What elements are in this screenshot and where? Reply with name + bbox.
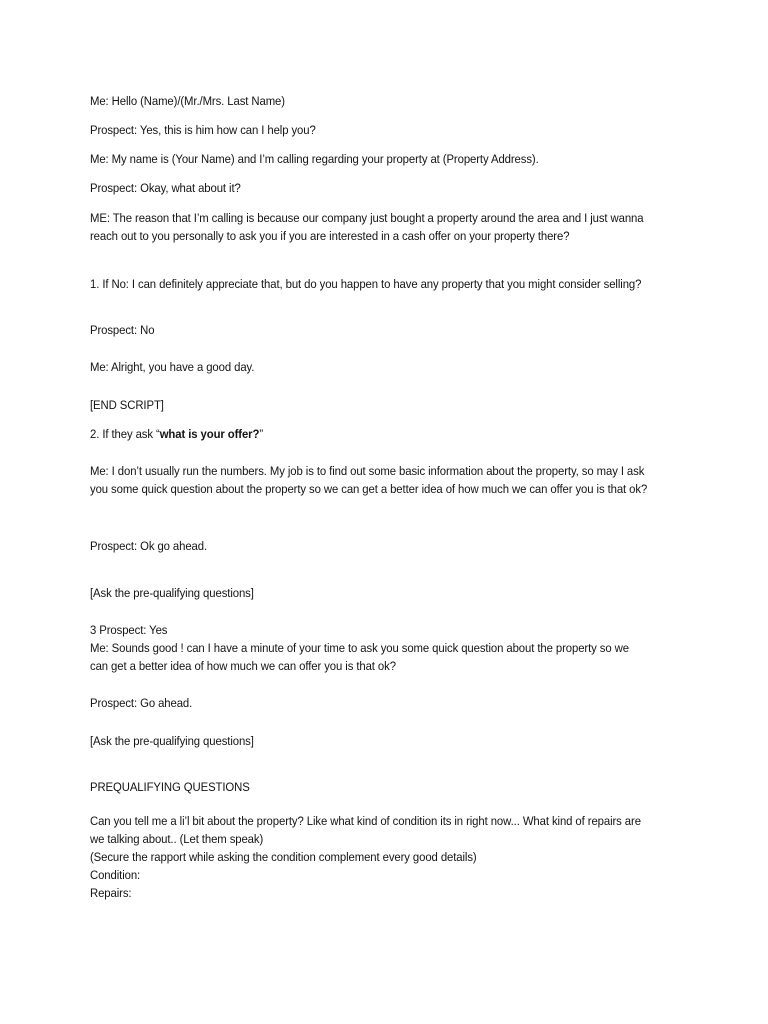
line-if-offer <box>90 425 648 443</box>
section-heading: PREQUALIFYING QUESTIONS <box>90 780 250 794</box>
line-goodbye: Me: Alright, you have a good day. <box>90 360 255 374</box>
line-ask-prequalifying-2: [Ask the pre-qualifying questions] <box>90 734 254 748</box>
line-sounds-good: Me: Sounds good ! can I have a minute of your time to ask you some quick question about the property so we can get a better idea of how much we can offer you is that ok? <box>90 641 629 673</box>
line-prospect-ok: Prospect: Ok go ahead. <box>90 539 208 553</box>
line-if-offer-prefix: 2. If they ask “ <box>90 427 160 441</box>
line-introduction: Me: My name is (Your Name) and I’m calling regarding your property at (Property Address). <box>90 152 539 166</box>
line-prospect-no: Prospect: No <box>90 323 155 337</box>
line-property-question: Can you tell me a li’l bit about the property? Like what kind of condition its in right now... What kind of repairs are we talking about.. (Let them speak) <box>90 814 641 846</box>
line-end-script: [END SCRIPT] <box>90 398 164 412</box>
line-if-offer-question: what is your offer? <box>159 427 260 441</box>
line-prospect-question: Prospect: Okay, what about it? <box>90 181 241 195</box>
line-reason-for-call: ME: The reason that I’m calling is because our company just bought a property around the area and I just wanna reach out to you personally to ask you if you are interested in a cash offer on your property there? <box>90 211 644 243</box>
line-prospect-go-ahead: Prospect: Go ahead. <box>90 696 193 710</box>
line-prospect-answer: Prospect: Yes, this is him how can I help you? <box>90 123 316 137</box>
line-numbers-reply: Me: I don’t usually run the numbers. My job is to find out some basic information about the property, so may I ask you some quick question about the property so we can get a better idea of how much we can offer you is that ok? <box>90 464 648 496</box>
field-condition-label: Condition: <box>90 868 141 882</box>
line-if-offer-suffix: ” <box>259 427 264 441</box>
line-rapport-note: (Secure the rapport while asking the condition complement every good details) <box>90 850 477 864</box>
line-if-no: 1. If No: I can definitely appreciate that, but do you happen to have any property that you might consider selling? <box>90 277 642 291</box>
line-ask-prequalifying-1: [Ask the pre-qualifying questions] <box>90 586 254 600</box>
line-greeting: Me: Hello (Name)/(Mr./Mrs. Last Name) <box>90 94 285 108</box>
line-prospect-yes: 3 Prospect: Yes <box>90 623 168 637</box>
field-repairs-label: Repairs: <box>90 886 132 900</box>
